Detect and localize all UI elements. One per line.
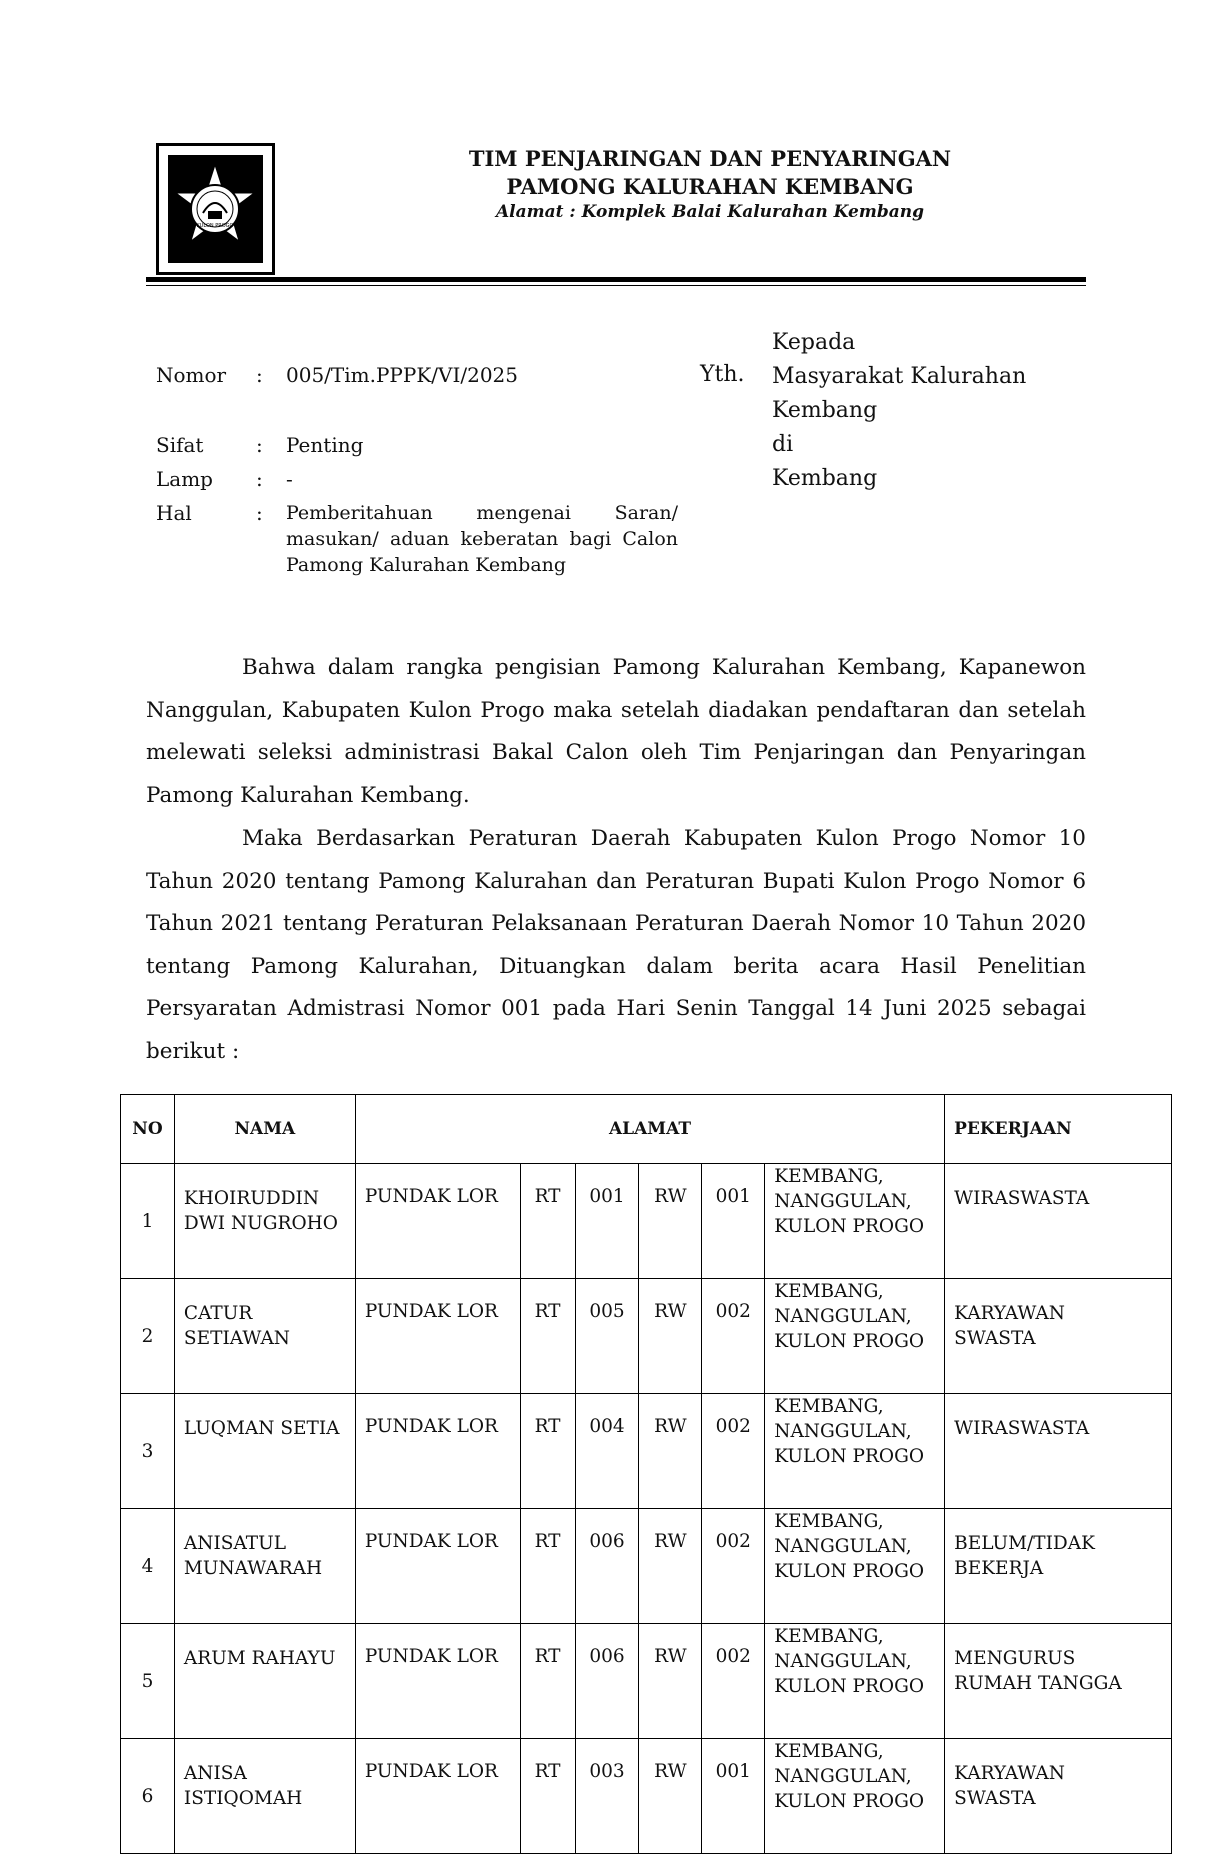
job-line1: WIRASWASTA bbox=[954, 1188, 1090, 1209]
cell-nama bbox=[174, 1624, 355, 1739]
letterhead-title: TIM PENJARINGAN DAN PENYARINGAN bbox=[468, 146, 952, 171]
desa-line3: KULON PROGO bbox=[774, 1331, 925, 1352]
cell-nama bbox=[174, 1739, 355, 1854]
job-line2: SWASTA bbox=[954, 1328, 1036, 1349]
lamp-value: - bbox=[286, 467, 293, 491]
cell-pekerjaan bbox=[945, 1624, 1172, 1739]
lamp-label: Lamp bbox=[156, 467, 213, 491]
nama-line1: KHOIRUDDIN bbox=[183, 1188, 320, 1209]
cell-no: 3 bbox=[121, 1394, 175, 1509]
cell-rw-label: RW bbox=[639, 1164, 702, 1279]
cell-rt-label: RT bbox=[520, 1164, 575, 1279]
logo-emblem bbox=[168, 155, 263, 263]
nama-line2: SETIAWAN bbox=[183, 1328, 290, 1349]
hal-label: Hal bbox=[156, 501, 192, 525]
desa-line3: KULON PROGO bbox=[774, 1791, 925, 1812]
star-emblem-icon bbox=[168, 155, 263, 263]
nama-line2: ISTIQOMAH bbox=[183, 1788, 303, 1809]
desa-line1: KEMBANG, bbox=[774, 1626, 884, 1647]
desa-line3: KULON PROGO bbox=[774, 1561, 925, 1582]
cell-rw-label: RW bbox=[639, 1279, 702, 1394]
sifat-label: Sifat bbox=[156, 433, 204, 457]
cell-desa bbox=[765, 1164, 945, 1279]
cell-rw: 002 bbox=[702, 1279, 765, 1394]
cell-pekerjaan bbox=[945, 1394, 1172, 1509]
cell-nama bbox=[174, 1279, 355, 1394]
cell-desa bbox=[765, 1509, 945, 1624]
cell-no: 1 bbox=[121, 1164, 175, 1279]
job-line1: KARYAWAN bbox=[954, 1303, 1065, 1324]
nama-line1: ARUM RAHAYU bbox=[183, 1648, 336, 1669]
candidate-table bbox=[120, 1094, 1172, 1854]
header-alamat: ALAMAT bbox=[355, 1095, 944, 1164]
cell-rw: 001 bbox=[702, 1164, 765, 1279]
cell-rt: 006 bbox=[575, 1624, 639, 1739]
job-line1: BELUM/TIDAK bbox=[954, 1533, 1095, 1554]
desa-line1: KEMBANG, bbox=[774, 1511, 884, 1532]
table-row bbox=[121, 1394, 1172, 1509]
cell-desa bbox=[765, 1739, 945, 1854]
body-paragraph-2: Maka Berdasarkan Peraturan Daerah Kabupaten Kulon Progo Nomor 10 Tahun 2020 tentang Pamong Kalurahan dan Peraturan Bupati Kulon Progo Nomor 6 Tahun 2021 tentang Peraturan Pelaksanaan Peraturan Daerah Nomor 10 Tahun 2020 tentang Pamong Kalurahan, Dituangkan dalam berita acara Hasil Penelitian Persyaratan Admistrasi Nomor 001 pada Hari Senin Tanggal 14 Juni 2025 sebagai berikut : bbox=[146, 826, 1086, 1064]
job-line2: RUMAH TANGGA bbox=[954, 1673, 1122, 1694]
nomor-value: 005/Tim.PPPK/VI/2025 bbox=[286, 363, 519, 387]
desa-line3: KULON PROGO bbox=[774, 1216, 925, 1237]
desa-line2: NANGGULAN, bbox=[774, 1766, 912, 1787]
table-row bbox=[121, 1164, 1172, 1279]
nama-line2: DWI NUGROHO bbox=[183, 1213, 338, 1234]
cell-dusun: PUNDAK LOR bbox=[355, 1509, 520, 1624]
logo-text: KULON PROGO bbox=[196, 223, 234, 229]
nama-line1: ANISATUL bbox=[183, 1533, 287, 1554]
cell-dusun: PUNDAK LOR bbox=[355, 1394, 520, 1509]
nama-line1: LUQMAN SETIA bbox=[183, 1418, 340, 1439]
cell-no: 6 bbox=[121, 1739, 175, 1854]
cell-rt: 005 bbox=[575, 1279, 639, 1394]
cell-dusun: PUNDAK LOR bbox=[355, 1164, 520, 1279]
desa-line3: KULON PROGO bbox=[774, 1446, 925, 1467]
cell-rw: 001 bbox=[702, 1739, 765, 1854]
lamp-colon: : bbox=[256, 467, 263, 491]
desa-line2: NANGGULAN, bbox=[774, 1651, 912, 1672]
sifat-colon: : bbox=[256, 433, 263, 457]
job-line1: MENGURUS bbox=[954, 1648, 1076, 1669]
job-line2: BEKERJA bbox=[954, 1558, 1044, 1579]
table-row bbox=[121, 1624, 1172, 1739]
cell-pekerjaan bbox=[945, 1739, 1172, 1854]
cell-nama bbox=[174, 1509, 355, 1624]
hal-value: Pemberitahuan mengenai Saran/ masukan/ aduan keberatan bagi Calon Pamong Kalurahan Kembang bbox=[286, 502, 678, 576]
recipient-place: Kembang bbox=[772, 466, 878, 491]
nama-line2: MUNAWARAH bbox=[183, 1558, 323, 1579]
desa-line2: NANGGULAN, bbox=[774, 1306, 912, 1327]
desa-line2: NANGGULAN, bbox=[774, 1191, 912, 1212]
cell-no: 4 bbox=[121, 1509, 175, 1624]
yth-label: Yth. bbox=[700, 362, 745, 387]
cell-rt-label: RT bbox=[520, 1509, 575, 1624]
cell-rt-label: RT bbox=[520, 1279, 575, 1394]
cell-rt-label: RT bbox=[520, 1739, 575, 1854]
cell-rt: 003 bbox=[575, 1739, 639, 1854]
recipient-kepada: Kepada bbox=[772, 330, 856, 355]
cell-rt: 004 bbox=[575, 1394, 639, 1509]
desa-line2: NANGGULAN, bbox=[774, 1536, 912, 1557]
recipient-di: di bbox=[772, 432, 794, 457]
cell-rw-label: RW bbox=[639, 1739, 702, 1854]
organization-logo bbox=[156, 143, 275, 275]
cell-desa bbox=[765, 1279, 945, 1394]
nama-line1: ANISA bbox=[183, 1763, 247, 1784]
cell-nama bbox=[174, 1164, 355, 1279]
table-row bbox=[121, 1509, 1172, 1624]
cell-rt-label: RT bbox=[520, 1394, 575, 1509]
job-line2: SWASTA bbox=[954, 1788, 1036, 1809]
cell-rw: 002 bbox=[702, 1394, 765, 1509]
table-header-row bbox=[121, 1095, 1172, 1164]
desa-line2: NANGGULAN, bbox=[774, 1421, 912, 1442]
cell-desa bbox=[765, 1624, 945, 1739]
cell-rt-label: RT bbox=[520, 1624, 575, 1739]
letterhead-subtitle: PAMONG KALURAHAN KEMBANG bbox=[506, 174, 914, 199]
job-line1: WIRASWASTA bbox=[954, 1418, 1090, 1439]
desa-line1: KEMBANG, bbox=[774, 1281, 884, 1302]
cell-pekerjaan bbox=[945, 1509, 1172, 1624]
sifat-value: Penting bbox=[286, 433, 364, 457]
cell-rt: 001 bbox=[575, 1164, 639, 1279]
cell-pekerjaan bbox=[945, 1164, 1172, 1279]
letterhead-divider bbox=[146, 277, 1086, 282]
desa-line1: KEMBANG, bbox=[774, 1396, 884, 1417]
cell-no: 5 bbox=[121, 1624, 175, 1739]
cell-dusun: PUNDAK LOR bbox=[355, 1624, 520, 1739]
recipient-line2: Kembang bbox=[772, 398, 878, 423]
desa-line1: KEMBANG, bbox=[774, 1166, 884, 1187]
letterhead-divider-thin bbox=[146, 285, 1086, 286]
cell-rw-label: RW bbox=[639, 1624, 702, 1739]
desa-line3: KULON PROGO bbox=[774, 1676, 925, 1697]
recipient-line1: Masyarakat Kalurahan bbox=[772, 364, 1027, 389]
header-nama: NAMA bbox=[174, 1095, 355, 1164]
cell-rw-label: RW bbox=[639, 1394, 702, 1509]
letterhead-address: Alamat : Komplek Balai Kalurahan Kembang bbox=[495, 202, 925, 222]
body-paragraph-1: Bahwa dalam rangka pengisian Pamong Kalurahan Kembang, Kapanewon Nanggulan, Kabupaten Kulon Progo maka setelah diadakan pendaftaran dan setelah melewati seleksi administrasi Bakal Calon oleh Tim Penjaringan dan Penyaringan Pamong Kalurahan Kembang. bbox=[146, 655, 1086, 808]
cell-rw: 002 bbox=[702, 1624, 765, 1739]
job-line1: KARYAWAN bbox=[954, 1763, 1065, 1784]
table-row bbox=[121, 1739, 1172, 1854]
cell-nama bbox=[174, 1394, 355, 1509]
cell-desa bbox=[765, 1394, 945, 1509]
nama-line1: CATUR bbox=[183, 1303, 253, 1324]
nomor-colon: : bbox=[256, 363, 263, 387]
header-pekerjaan: PEKERJAAN bbox=[945, 1095, 1172, 1164]
cell-rt: 006 bbox=[575, 1509, 639, 1624]
cell-rw: 002 bbox=[702, 1509, 765, 1624]
cell-dusun: PUNDAK LOR bbox=[355, 1739, 520, 1854]
nomor-label: Nomor bbox=[156, 363, 227, 387]
cell-no: 2 bbox=[121, 1279, 175, 1394]
cell-rw-label: RW bbox=[639, 1509, 702, 1624]
header-no: NO bbox=[121, 1095, 175, 1164]
hal-colon: : bbox=[256, 501, 263, 525]
cell-pekerjaan bbox=[945, 1279, 1172, 1394]
table-row bbox=[121, 1279, 1172, 1394]
desa-line1: KEMBANG, bbox=[774, 1741, 884, 1762]
cell-dusun: PUNDAK LOR bbox=[355, 1279, 520, 1394]
